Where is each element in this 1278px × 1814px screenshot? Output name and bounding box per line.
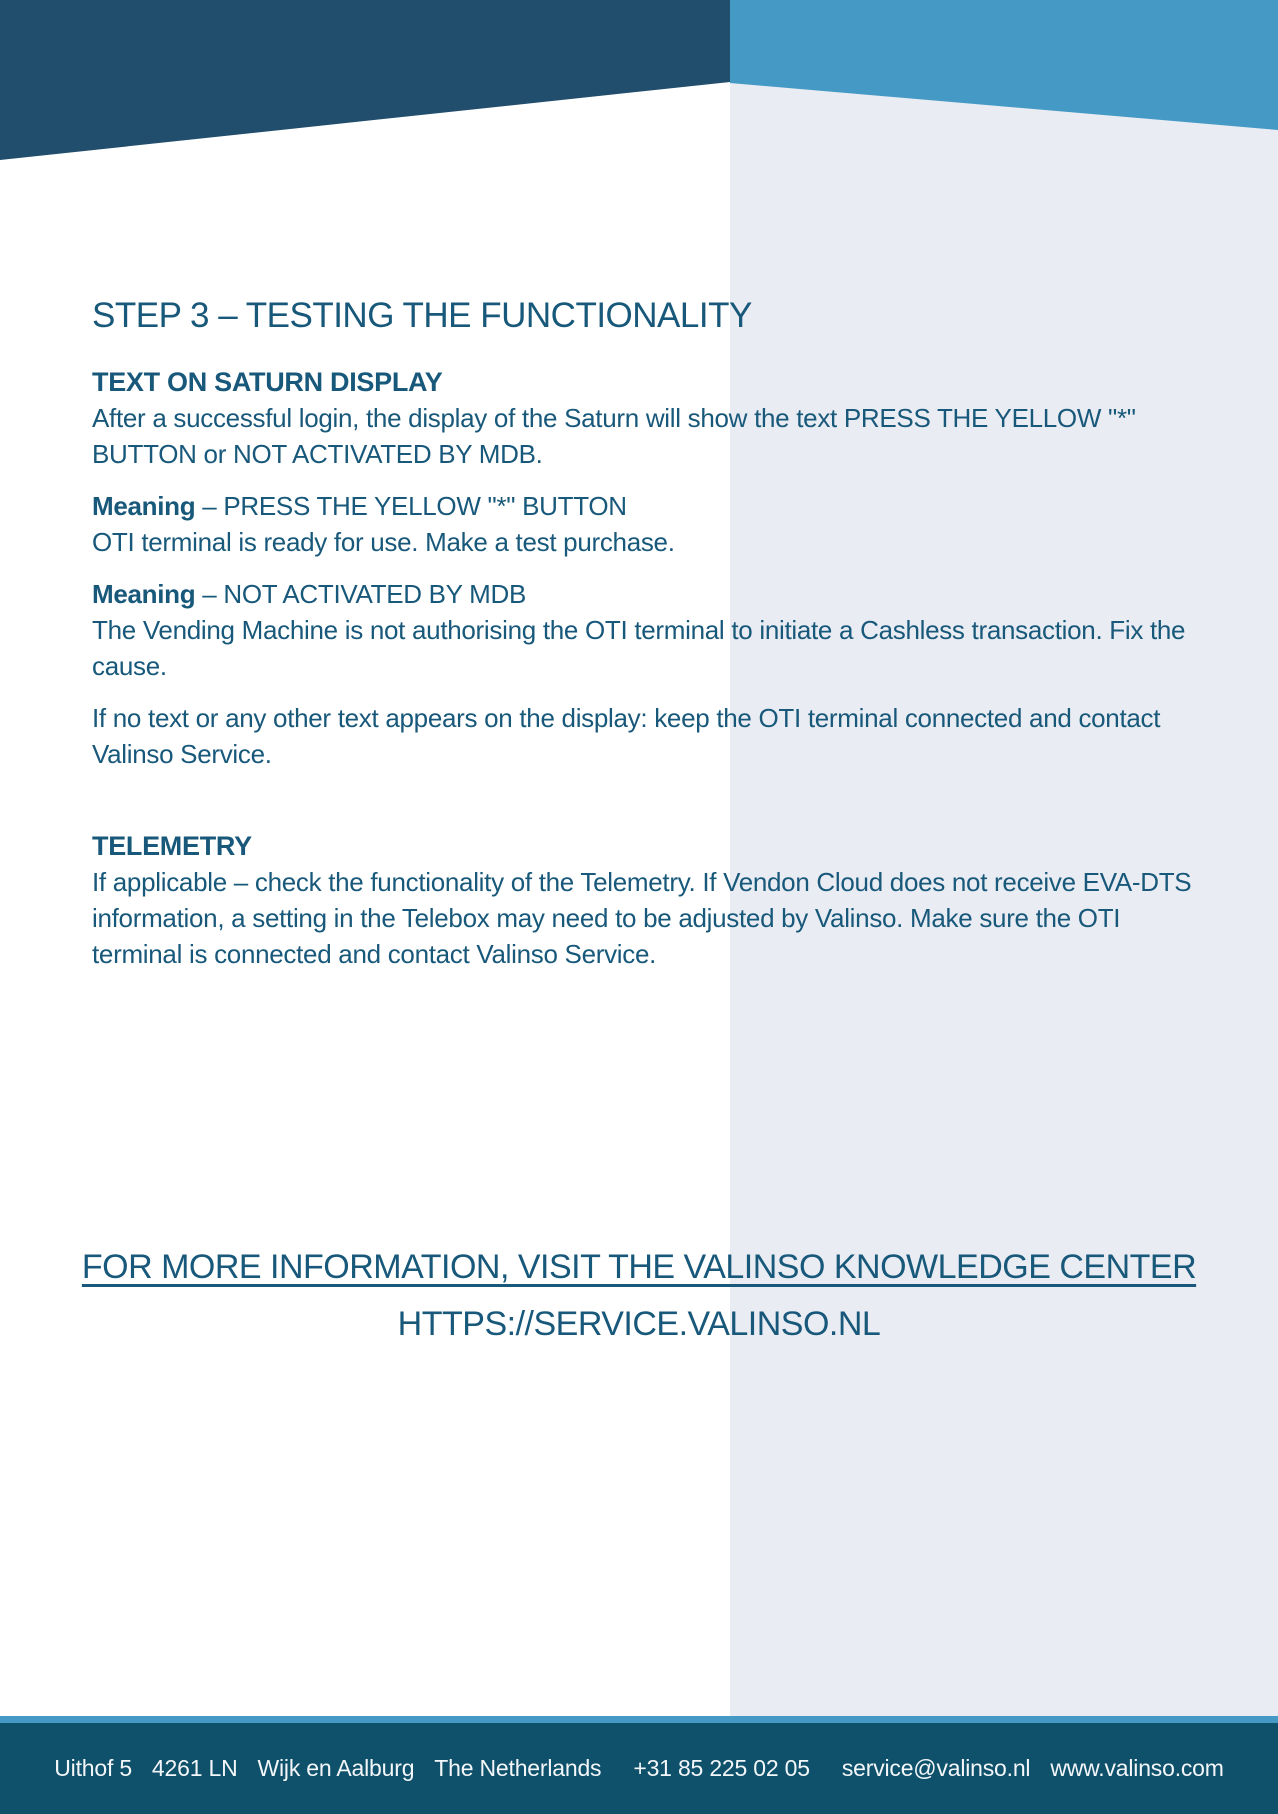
service-url-line (0, 1305, 1278, 1344)
footer-email-link[interactable]: service@valinso.nl (841, 1755, 1031, 1781)
footer-bar (0, 1723, 1278, 1814)
meaning-body: OTI terminal is ready for use. Make a test purchase. (92, 527, 675, 557)
footer-phone: +31 85 225 02 05 (633, 1755, 810, 1781)
meaning-title: – PRESS THE YELLOW "*" BUTTON (195, 491, 627, 521)
header-banner (0, 0, 1278, 165)
page-title: STEP 3 – TESTING THE FUNCTIONALITY (92, 296, 752, 335)
section-heading-telemetry: TELEMETRY (92, 831, 252, 861)
meaning-label: Meaning (92, 491, 196, 521)
footer-postcode: 4261 LN (151, 1755, 238, 1781)
paragraph-saturn-intro: After a successful login, the display of the Saturn will show the text PRESS THE YELLOW "*" BUTTON or NOT ACTIVATED BY MDB. (92, 403, 1136, 469)
meaning-body: The Vending Machine is not authorising the OTI terminal to initiate a Cashless transaction. Fix the cause. (92, 615, 1186, 681)
header-navy-shape (0, 0, 730, 160)
footer-address: Uithof 5 (54, 1755, 132, 1781)
section-heading-saturn-display: TEXT ON SATURN DISPLAY (92, 367, 443, 397)
main-content (92, 294, 1192, 988)
header-blue-shape (730, 0, 1278, 130)
paragraph-telemetry: If applicable – check the functionality of the Telemetry. If Vendon Cloud does not receive EVA-DTS information, a setting in the Telebox may need to be adjusted by Valinso. Make sure the OTI terminal is connected and contact Valinso Service. (92, 867, 1192, 969)
knowledge-center-line (0, 1248, 1278, 1287)
footer (0, 1716, 1278, 1814)
meaning-title: – NOT ACTIVATED BY MDB (195, 579, 527, 609)
footer-website-link[interactable]: www.valinso.com (1050, 1755, 1224, 1781)
footer-country: The Netherlands (434, 1755, 602, 1781)
footer-accent-strip (0, 1716, 1278, 1723)
paragraph-meaning-press (92, 488, 1192, 560)
meaning-label: Meaning (92, 579, 196, 609)
paragraph-meaning-not-activated (92, 576, 1192, 684)
footer-city: Wijk en Aalburg (257, 1755, 415, 1781)
knowledge-center-link[interactable]: FOR MORE INFORMATION, VISIT THE VALINSO KNOWLEDGE CENTER (81, 1248, 1197, 1286)
paragraph-no-text-note: If no text or any other text appears on the display: keep the OTI terminal connected and contact Valinso Service. (92, 703, 1161, 769)
service-url-link[interactable]: HTTPS://SERVICE.VALINSO.NL (397, 1305, 881, 1343)
